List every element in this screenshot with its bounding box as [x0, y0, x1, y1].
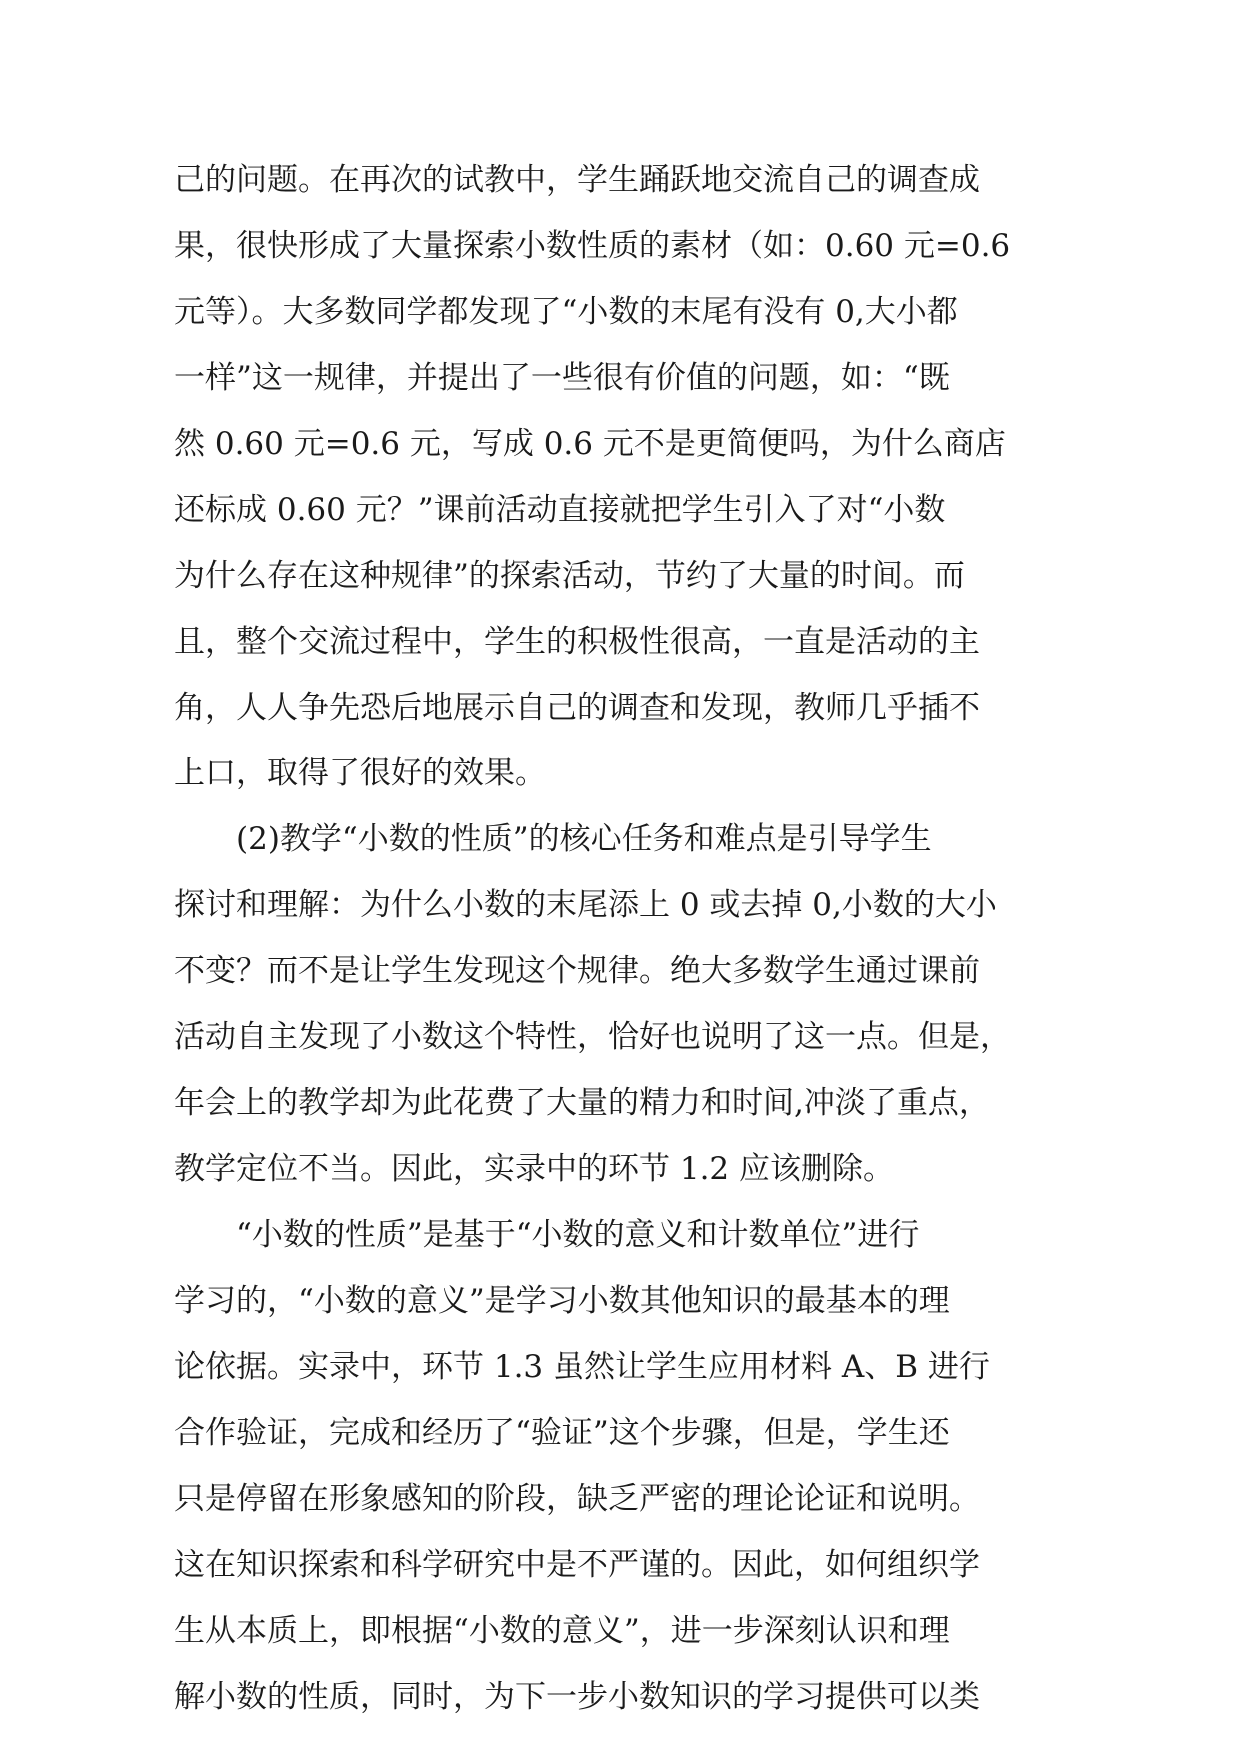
text-line-content: 上口，取得了很好的效果。	[174, 755, 546, 791]
text-line-content: 年会上的教学却为此花费了大量的精力和时间,冲淡了重点，	[174, 1085, 990, 1121]
text-line	[0, 1535, 1241, 1595]
text-line-content: 论依据。实录中，环节 1.3 虽然让学生应用材料 A、B 进行	[174, 1349, 990, 1385]
text-line	[0, 150, 1241, 210]
text-line	[0, 809, 1241, 869]
text-line	[0, 1469, 1241, 1529]
text-line-content: 还标成 0.60 元？”课前活动直接就把学生引入了对“小数	[174, 492, 946, 528]
text-line	[0, 1271, 1241, 1331]
text-line	[0, 282, 1241, 342]
text-line	[0, 1205, 1241, 1265]
text-line-content: 教学定位不当。因此，实录中的环节 1.2 应该删除。	[174, 1151, 895, 1187]
text-line-content: “小数的性质”是基于“小数的意义和计数单位”进行	[236, 1217, 920, 1253]
text-line	[0, 1073, 1241, 1133]
text-line-content: 活动自主发现了小数这个特性，恰好也说明了这一点。但是，	[174, 1019, 1011, 1055]
text-line	[0, 1007, 1241, 1067]
text-line-content: 这在知识探索和科学研究中是不严谨的。因此，如何组织学	[174, 1547, 980, 1583]
text-line	[0, 875, 1241, 935]
text-line	[0, 414, 1241, 474]
text-line	[0, 743, 1241, 803]
text-line-content: 己的问题。在再次的试教中，学生踊跃地交流自己的调查成	[174, 162, 980, 198]
text-line-content: 学习的，“小数的意义”是学习小数其他知识的最基本的理	[174, 1283, 950, 1319]
text-line	[0, 941, 1241, 1001]
text-line	[0, 216, 1241, 276]
text-line-content: 然 0.60 元=0.6 元，写成 0.6 元不是更简便吗，为什么商店	[174, 426, 1006, 462]
text-line-content: 合作验证，完成和经历了“验证”这个步骤，但是，学生还	[174, 1415, 950, 1451]
text-line	[0, 612, 1241, 672]
text-line-content: 为什么存在这种规律”的探索活动，节约了大量的时间。而	[174, 558, 965, 594]
text-line	[0, 1139, 1241, 1199]
text-line-content: 且，整个交流过程中，学生的积极性很高，一直是活动的主	[174, 624, 980, 660]
text-line-content: 生从本质上，即根据“小数的意义”，进一步深刻认识和理	[174, 1613, 950, 1649]
text-line	[0, 1667, 1241, 1727]
text-line-content: 探讨和理解：为什么小数的末尾添上 0 或去掉 0,小数的大小	[174, 887, 997, 923]
text-line-content: 果，很快形成了大量探索小数性质的素材（如：0.60 元=0.6	[174, 228, 1011, 264]
text-line-content: 只是停留在形象感知的阶段，缺乏严密的理论论证和说明。	[174, 1481, 980, 1517]
text-line-content: 元等）。大多数同学都发现了“小数的末尾有没有 0,大小都	[174, 294, 958, 330]
text-line	[0, 348, 1241, 408]
text-line-content: 一样”这一规律，并提出了一些很有价值的问题，如：“既	[174, 360, 950, 396]
text-line	[0, 678, 1241, 738]
text-line	[0, 480, 1241, 540]
text-line	[0, 1601, 1241, 1661]
text-line-content: 角，人人争先恐后地展示自己的调查和发现，教师几乎插不	[174, 690, 980, 726]
text-line-content: 解小数的性质，同时，为下一步小数知识的学习提供可以类	[174, 1679, 980, 1715]
text-line-content: 不变？而不是让学生发现这个规律。绝大多数学生通过课前	[174, 953, 980, 989]
text-line-content: (2)教学“小数的性质”的核心任务和难点是引导学生	[236, 821, 932, 857]
text-line	[0, 1403, 1241, 1463]
text-line	[0, 1337, 1241, 1397]
text-line	[0, 546, 1241, 606]
